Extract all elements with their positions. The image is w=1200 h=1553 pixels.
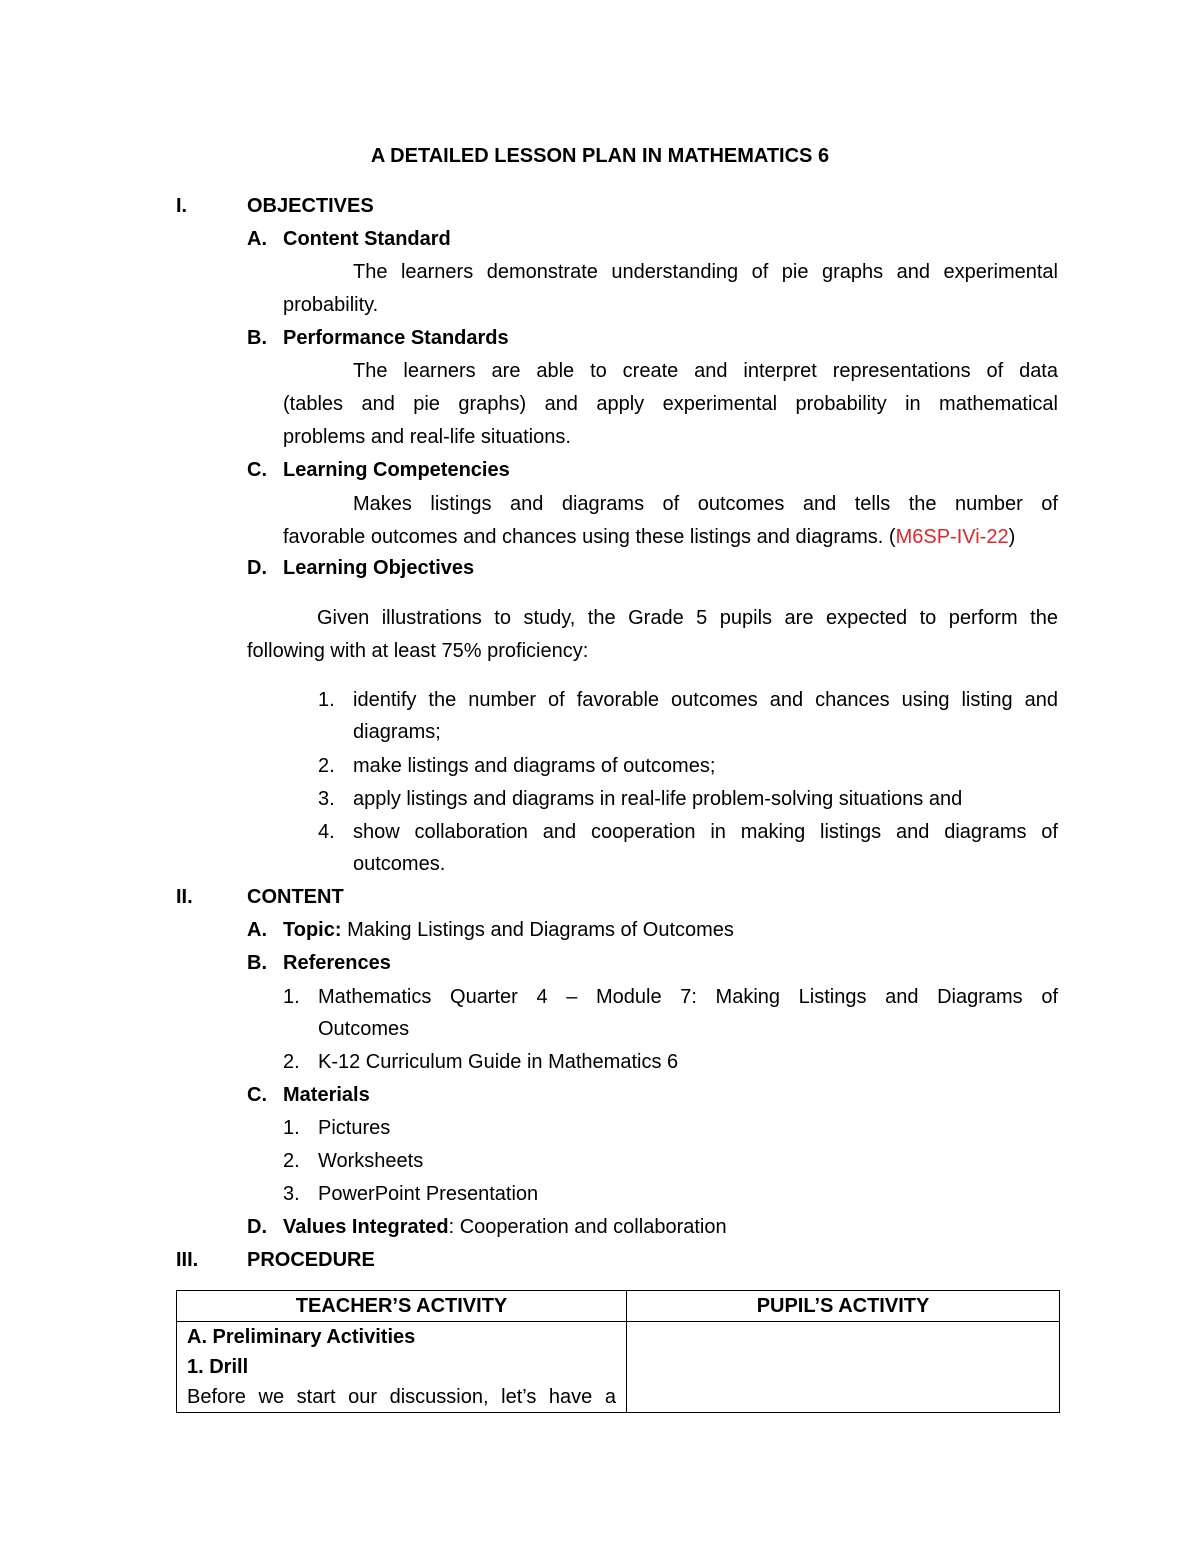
competency-close-paren: ) (1008, 526, 1016, 548)
learning-competencies-heading: Learning Competencies (283, 459, 510, 481)
values-line (283, 1217, 727, 1237)
performance-standards-line: The learners are able to create and interpret representations of data (353, 360, 1058, 382)
references-heading: References (283, 952, 391, 974)
section-numeral-objectives: I. (176, 195, 188, 217)
subsection-letter: B. (247, 327, 267, 349)
reference-item-cont: Outcomes (318, 1018, 410, 1040)
material-item: PowerPoint Presentation (318, 1183, 539, 1205)
content-standard-heading: Content Standard (283, 228, 451, 250)
content-standard-line: The learners demonstrate understanding of pie graphs and experimental (353, 261, 1058, 283)
list-item: apply listings and diagrams in real-life problem-solving situations and (353, 788, 963, 810)
section-heading-objectives: OBJECTIVES (247, 195, 374, 217)
learning-objectives-heading: Learning Objectives (283, 557, 475, 579)
list-item: show collaboration and cooperation in making listings and diagrams of (353, 821, 1058, 843)
table-header-row (177, 1291, 1060, 1322)
topic-label: Topic: (283, 919, 342, 941)
list-number: 3. (283, 1183, 300, 1205)
list-item-cont: outcomes. (353, 853, 446, 875)
document-title: A DETAILED LESSON PLAN IN MATHEMATICS 6 (370, 145, 830, 167)
table-row (177, 1322, 1060, 1413)
reference-item: Mathematics Quarter 4 – Module 7: Making Listings and Diagrams of (318, 986, 1058, 1008)
learning-competencies-line (283, 527, 1015, 547)
preliminary-activities-heading: A. Preliminary Activities (187, 1326, 416, 1348)
section-heading-procedure: PROCEDURE (247, 1249, 375, 1271)
list-number: 1. (318, 689, 335, 711)
section-heading-content: CONTENT (247, 886, 344, 908)
teacher-activity-header: TEACHER’S ACTIVITY (177, 1291, 627, 1322)
competency-code: M6SP-IVi-22 (895, 526, 1009, 548)
list-item: identify the number of favorable outcomes and chances using listing and (353, 689, 1058, 711)
performance-standards-heading: Performance Standards (283, 327, 509, 349)
reference-item: K-12 Curriculum Guide in Mathematics 6 (318, 1051, 679, 1073)
list-number: 2. (283, 1051, 300, 1073)
values-value: : Cooperation and collaboration (448, 1216, 727, 1238)
subsection-letter: A. (247, 919, 267, 941)
drill-heading: 1. Drill (187, 1356, 249, 1378)
list-number: 1. (283, 1117, 300, 1139)
performance-standards-line: problems and real-life situations. (283, 426, 571, 448)
values-label: Values Integrated (283, 1216, 449, 1238)
material-item: Pictures (318, 1117, 391, 1139)
pupil-activity-header: PUPIL’S ACTIVITY (627, 1291, 1060, 1322)
learning-objectives-intro: following with at least 75% proficiency: (247, 640, 589, 662)
material-item: Worksheets (318, 1150, 424, 1172)
section-numeral-procedure: III. (176, 1249, 199, 1271)
section-numeral-content: II. (176, 886, 193, 908)
subsection-letter: D. (247, 557, 267, 579)
list-number: 3. (318, 788, 335, 810)
list-number: 4. (318, 821, 335, 843)
subsection-letter: B. (247, 952, 267, 974)
teacher-activity-cell (177, 1322, 627, 1413)
subsection-letter: D. (247, 1216, 267, 1238)
subsection-letter: A. (247, 228, 267, 250)
competency-text: favorable outcomes and chances using these listings and diagrams. ( (283, 526, 896, 548)
topic-line (283, 920, 734, 940)
list-number: 2. (318, 755, 335, 777)
list-number: 2. (283, 1150, 300, 1172)
learning-objectives-intro: Given illustrations to study, the Grade 5 pupils are expected to perform the (317, 607, 1058, 629)
subsection-letter: C. (247, 459, 267, 481)
performance-standards-line: (tables and pie graphs) and apply experimental probability in mathematical (283, 393, 1058, 415)
learning-competencies-line: Makes listings and diagrams of outcomes and tells the number of (353, 493, 1058, 515)
procedure-table (176, 1290, 1060, 1413)
drill-text: Before we start our discussion, let’s have a (187, 1386, 616, 1408)
materials-heading: Materials (283, 1084, 370, 1106)
topic-value: Making Listings and Diagrams of Outcomes (341, 919, 734, 941)
list-item: make listings and diagrams of outcomes; (353, 755, 716, 777)
pupil-activity-cell (627, 1322, 1060, 1413)
content-standard-line: probability. (283, 294, 379, 316)
list-item-cont: diagrams; (353, 721, 441, 743)
list-number: 1. (283, 986, 300, 1008)
subsection-letter: C. (247, 1084, 267, 1106)
